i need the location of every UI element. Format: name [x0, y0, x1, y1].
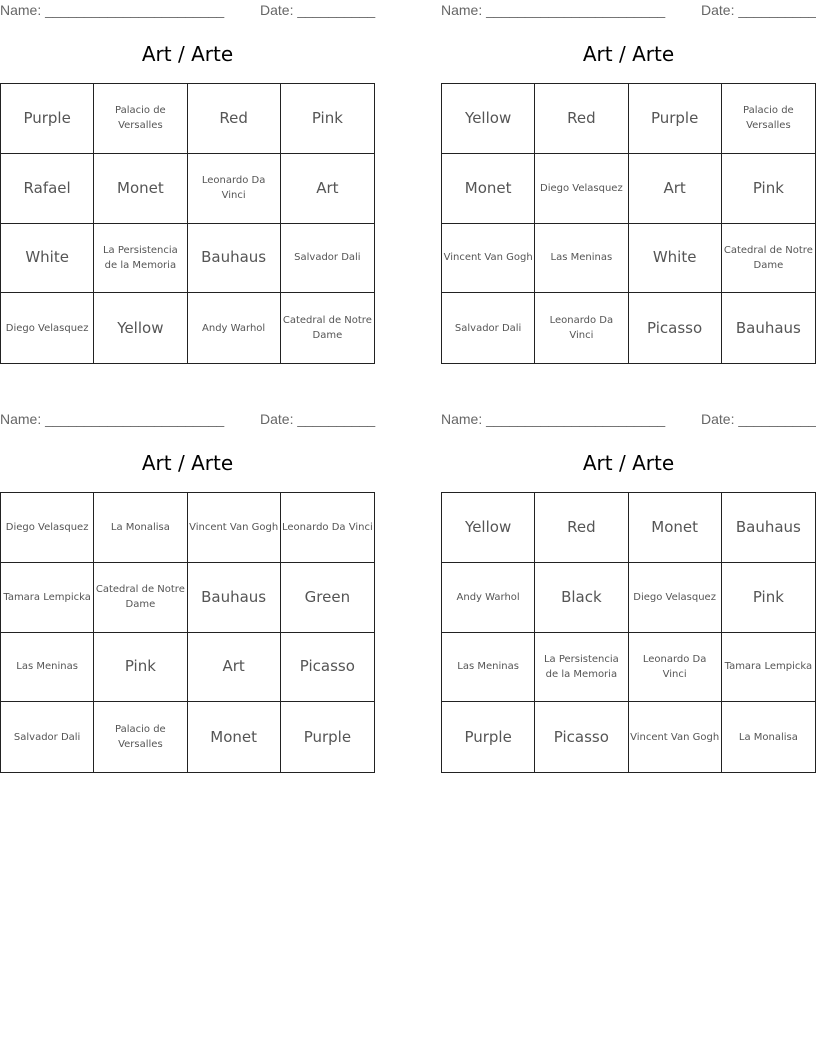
bingo-cell: White [629, 224, 722, 294]
bingo-cell: Yellow [442, 493, 535, 563]
bingo-card-3 [0, 409, 375, 789]
date-field-label: Date: __________ [260, 2, 376, 18]
bingo-cell: Catedral de Notre Dame [282, 315, 372, 342]
bingo-cell: Salvador Dali [442, 293, 535, 363]
bingo-cell: Tamara Lempicka [1, 563, 94, 633]
date-field-label: Date: __________ [260, 411, 376, 427]
bingo-cell: Andy Warhol [188, 293, 281, 363]
bingo-cell: Monet [629, 493, 722, 563]
bingo-cell: Las Meninas [1, 633, 94, 703]
bingo-cell: Diego Velasquez [535, 154, 628, 224]
card-header [441, 2, 816, 20]
bingo-cell: Art [281, 154, 374, 224]
bingo-cell: Monet [442, 154, 535, 224]
bingo-cell: Red [535, 84, 628, 154]
name-field-label: Name: _______________________ [441, 2, 666, 18]
bingo-cell: Art [188, 633, 281, 703]
name-field-label: Name: _______________________ [0, 2, 225, 18]
bingo-cell: Leonardo Da Vinci [281, 493, 374, 563]
bingo-cell: Vincent Van Gogh [629, 702, 722, 772]
bingo-cell: Las Meninas [442, 633, 535, 703]
bingo-cell: La Monalisa [738, 731, 798, 743]
bingo-cell: Purple [442, 702, 535, 772]
card-title: Art / Arte [141, 451, 234, 475]
bingo-cell: Monet [188, 702, 281, 772]
bingo-cell: Pink [722, 563, 815, 633]
card-header [0, 2, 375, 20]
bingo-cell: Monet [94, 154, 187, 224]
bingo-cell: Red [188, 84, 281, 154]
bingo-cell: Palacio de Versalles [94, 84, 187, 154]
bingo-cell: Pink [722, 154, 815, 224]
card-header [441, 411, 816, 429]
bingo-grid [441, 83, 816, 364]
bingo-cell: Black [535, 563, 628, 633]
name-field-label: Name: _______________________ [441, 411, 666, 427]
bingo-cell: La Monalisa [94, 493, 187, 563]
bingo-cell: Catedral de Notre Dame [94, 563, 187, 633]
bingo-grid [0, 492, 375, 773]
bingo-cell: Picasso [629, 293, 722, 363]
bingo-cell: Bauhaus [188, 224, 281, 294]
bingo-cell: Diego Velasquez [629, 563, 722, 633]
bingo-cell: Salvador Dali [281, 224, 374, 294]
bingo-cell: White [1, 224, 94, 294]
bingo-cell: Andy Warhol [442, 563, 535, 633]
bingo-cell: Palacio de Versalles [722, 84, 815, 154]
bingo-card-4 [441, 409, 816, 789]
bingo-cell: Picasso [281, 633, 374, 703]
bingo-cell: Vincent Van Gogh [442, 224, 535, 294]
bingo-cell: Leonardo Da Vinci [188, 154, 281, 224]
bingo-cell: Diego Velasquez [1, 293, 94, 363]
bingo-cell: Leonardo Da Vinci [629, 633, 722, 703]
bingo-cell: Las Meninas [535, 224, 628, 294]
bingo-cell: Picasso [535, 702, 628, 772]
bingo-cell: Catedral de Notre Dame [722, 224, 815, 294]
bingo-cell: La Persistencia de la Memoria [535, 633, 628, 703]
bingo-cell: Purple [629, 84, 722, 154]
bingo-cell: Rafael [1, 154, 94, 224]
card-header [0, 411, 375, 429]
bingo-card-2 [441, 0, 816, 380]
bingo-cell: Pink [281, 84, 374, 154]
card-title: Art / Arte [141, 42, 234, 66]
bingo-grid [441, 492, 816, 773]
bingo-cell: Vincent Van Gogh [188, 493, 281, 563]
date-field-label: Date: __________ [701, 411, 816, 427]
name-field-label: Name: _______________________ [0, 411, 225, 427]
bingo-cell: Pink [94, 633, 187, 703]
date-field-label: Date: __________ [701, 2, 816, 18]
bingo-cell: Yellow [94, 293, 187, 363]
bingo-cell: Diego Velasquez [1, 493, 94, 563]
bingo-cell: La Persistencia de la Memoria [94, 224, 187, 294]
bingo-cell: Red [535, 493, 628, 563]
bingo-cell: Tamara Lempicka [722, 633, 815, 703]
bingo-grid [0, 83, 375, 364]
bingo-cell: Bauhaus [188, 563, 281, 633]
bingo-cell: Bauhaus [722, 493, 815, 563]
bingo-cell: Yellow [442, 84, 535, 154]
bingo-cell: Green [281, 563, 374, 633]
bingo-cell: Bauhaus [735, 318, 801, 337]
bingo-cell: Purple [1, 84, 94, 154]
bingo-cell: Salvador Dali [1, 702, 94, 772]
card-title: Art / Arte [582, 451, 675, 475]
bingo-cell: Leonardo Da Vinci [535, 293, 628, 363]
bingo-cell: Art [629, 154, 722, 224]
bingo-cell: Purple [303, 727, 352, 746]
bingo-cell: Palacio de Versalles [94, 702, 187, 772]
card-title: Art / Arte [582, 42, 675, 66]
bingo-card-1 [0, 0, 375, 380]
